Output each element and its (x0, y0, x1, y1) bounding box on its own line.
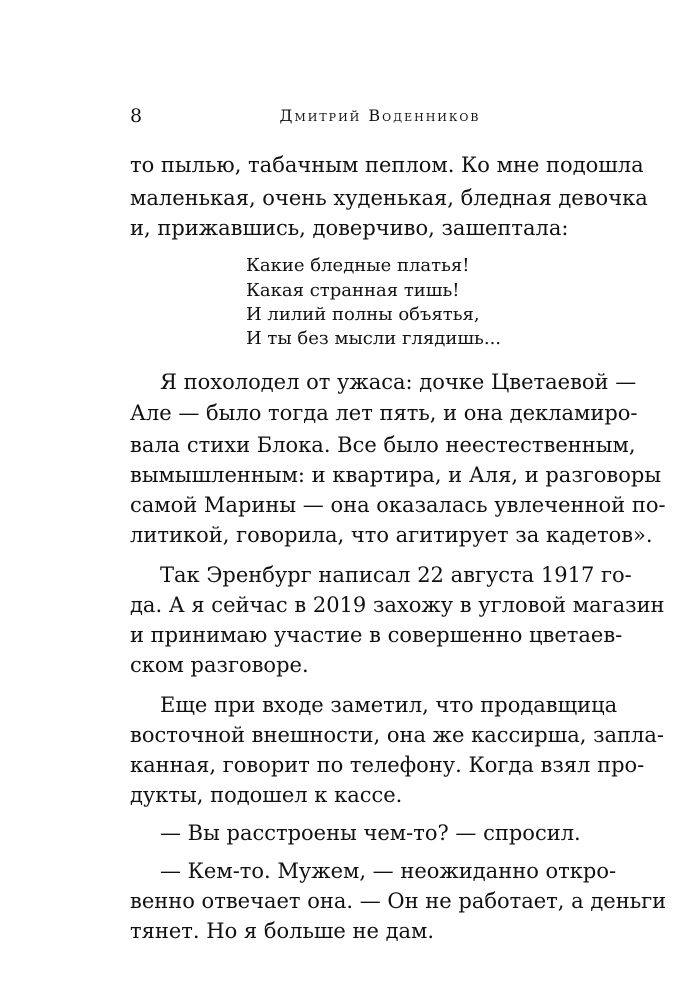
text-line: канная, говорит по телефону. Когда взял про- (130, 753, 645, 777)
text-line: то пылью, табачным пеплом. Ко мне подошла (130, 153, 644, 177)
text-line: и, прижавшись, доверчиво, зашептала: (130, 216, 569, 240)
text-line: вала стихи Блока. Все было неестественным, (130, 433, 636, 457)
text-line: Еще при входе заметил, что продавщица (160, 693, 618, 717)
text-line: маленькая, очень худенькая, бледная девочка (130, 186, 648, 210)
text-line: венно отвечает она. — Он не работает, а деньги (130, 889, 667, 913)
dialogue-line: — Вы расстроены чем-то? — спросил. (160, 821, 581, 845)
poem-line: Какая странная тишь! (246, 280, 460, 301)
text-line: да. А я сейчас в 2019 захожу в угловой магазин (130, 593, 665, 617)
text-line: дукты, подошел к кассе. (130, 783, 403, 807)
page-number: 8 (130, 105, 143, 127)
poem-line: И лилий полны объятья, (246, 304, 480, 325)
text-line: Так Эренбург написал 22 августа 1917 го- (160, 563, 632, 587)
text-line: тянет. Но я больше не дам. (130, 919, 435, 943)
dialogue-line: — Кем-то. Мужем, — неожиданно откро- (160, 859, 617, 883)
poem-line: И ты без мысли глядишь... (246, 328, 502, 349)
text-line: восточной внешности, она же кассирша, запла- (130, 723, 665, 747)
text-line: Але — было тогда лет пять, и она декламиро- (130, 401, 638, 425)
running-title: Дмитрий Воденников (279, 106, 481, 125)
text-line: самой Марины — она оказалась увлеченной по- (130, 493, 666, 517)
text-line: вымышленным: и квартира, и Аля, и разговоры (130, 463, 662, 487)
text-line: Я похолодел от ужаса: дочке Цветаевой — (160, 370, 637, 394)
text-line: литикой, говорила, что агитирует за кадетов». (130, 523, 653, 547)
text-line: и принимаю участие в совершенно цветаев- (130, 623, 623, 647)
running-head (0, 104, 700, 128)
text-line: ском разговоре. (130, 653, 309, 677)
poem-line: Какие бледные платья! (246, 255, 470, 276)
